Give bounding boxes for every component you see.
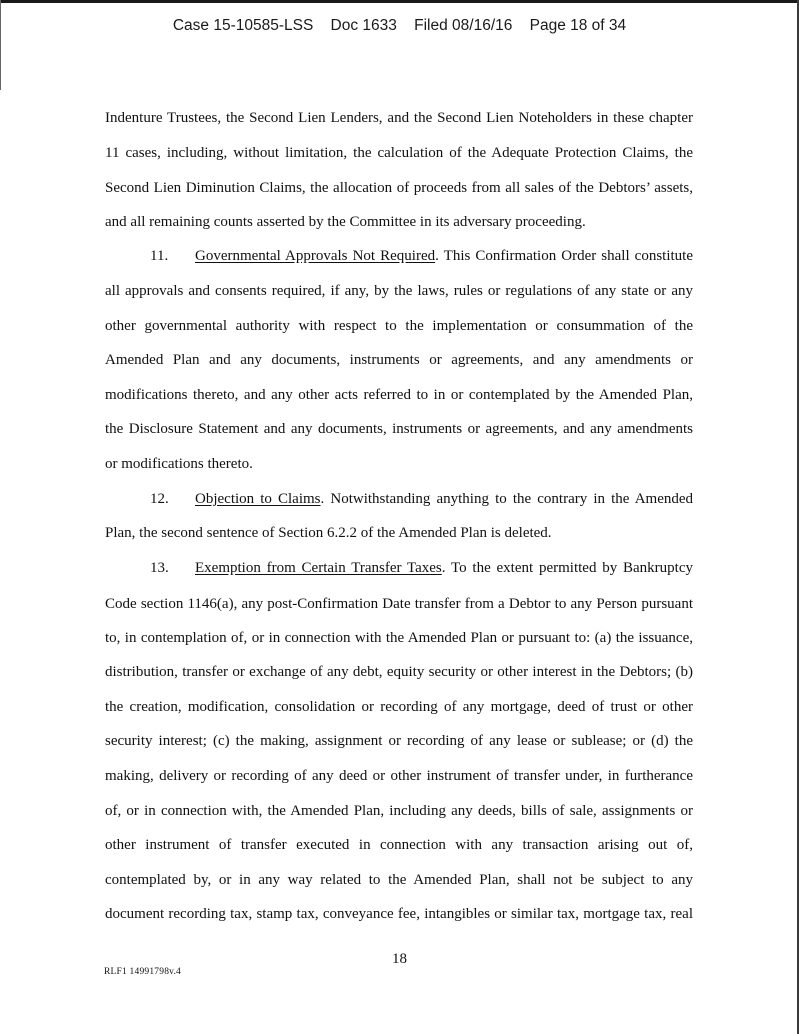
section-13-first-line — [105, 558, 693, 578]
page-number: 18 — [392, 951, 407, 967]
body-line: document recording tax, stamp tax, conveyance fee, intangibles or similar tax, mortgage tax, real — [105, 906, 693, 922]
body-line: distribution, transfer or exchange of any debt, equity security or other interest in the Debtors; (b) — [105, 664, 693, 680]
body-line: other governmental authority with respect to the implementation or consummation of the — [105, 318, 693, 334]
section-11-number: 11. — [150, 248, 169, 264]
body-line: Code section 1146(a), any post-Confirmation Date transfer from a Debtor to any Person pursuant — [105, 596, 693, 612]
body-line: Amended Plan and any documents, instruments or agreements, and any amendments or — [105, 352, 693, 368]
body-line: security interest; (c) the making, assignment or recording of any lease or sublease; or (d) the — [105, 733, 693, 749]
body-line: other instrument of transfer executed in connection with any transaction arising out of, — [105, 837, 693, 853]
section-13-first-line-rest: . To the extent permitted by Bankruptcy — [441, 560, 693, 576]
case-header — [0, 17, 799, 35]
body-line: the creation, modification, consolidation or recording of any mortgage, deed of trust or other — [105, 699, 693, 715]
case-number: Case 15-10585-LSS — [172, 17, 314, 34]
body-line: to, in contemplation of, or in connection with the Amended Plan or pursuant to: (a) the issuance, — [105, 630, 693, 646]
document-id: RLF1 14991798v.4 — [104, 967, 182, 977]
body-line: Plan, the second sentence of Section 6.2.2 of the Amended Plan is deleted. — [105, 525, 552, 541]
section-12-first-line — [105, 489, 693, 509]
scan-edge-top — [0, 0, 799, 3]
doc-number: Doc 1633 — [330, 17, 397, 34]
section-11-first-line — [105, 246, 693, 266]
section-12-first-line-rest: . Notwithstanding anything to the contrary in the Amended — [320, 491, 694, 507]
body-line: Second Lien Diminution Claims, the allocation of proceeds from all sales of the Debtors’ assets, — [105, 180, 693, 196]
body-line: contemplated by, or in any way related to the Amended Plan, shall not be subject to any — [105, 872, 693, 888]
body-line: 11 cases, including, without limitation, the calculation of the Adequate Protection Claims, the — [105, 145, 693, 161]
body-line: the Disclosure Statement and any documents, instruments or agreements, and any amendments — [105, 421, 693, 437]
section-12-number: 12. — [150, 491, 169, 507]
body-line: of, or in connection with, the Amended Plan, including any deeds, bills of sale, assignments or — [105, 803, 693, 819]
body-line: making, delivery or recording of any deed or other instrument of transfer under, in furtherance — [105, 768, 693, 784]
page-indicator: Page 18 of 34 — [529, 17, 627, 34]
filed-date: Filed 08/16/16 — [414, 17, 513, 34]
section-12-heading: Objection to Claims — [195, 491, 321, 507]
body-line: or modifications thereto. — [105, 456, 253, 472]
section-11-heading: Governmental Approvals Not Required — [195, 248, 436, 264]
body-line: modifications thereto, and any other acts referred to in or contemplated by the Amended Plan, — [105, 387, 693, 403]
section-13-number: 13. — [150, 560, 169, 576]
body-line: Indenture Trustees, the Second Lien Lenders, and the Second Lien Noteholders in these chapter — [105, 110, 693, 126]
scan-edge-left — [0, 0, 1, 90]
section-13-heading: Exemption from Certain Transfer Taxes — [195, 560, 442, 576]
body-line: all approvals and consents required, if any, by the laws, rules or regulations of any state or any — [105, 283, 693, 299]
body-line: and all remaining counts asserted by the Committee in its adversary proceeding. — [105, 214, 586, 230]
section-11-first-line-rest: . This Confirmation Order shall constitute — [435, 248, 694, 264]
